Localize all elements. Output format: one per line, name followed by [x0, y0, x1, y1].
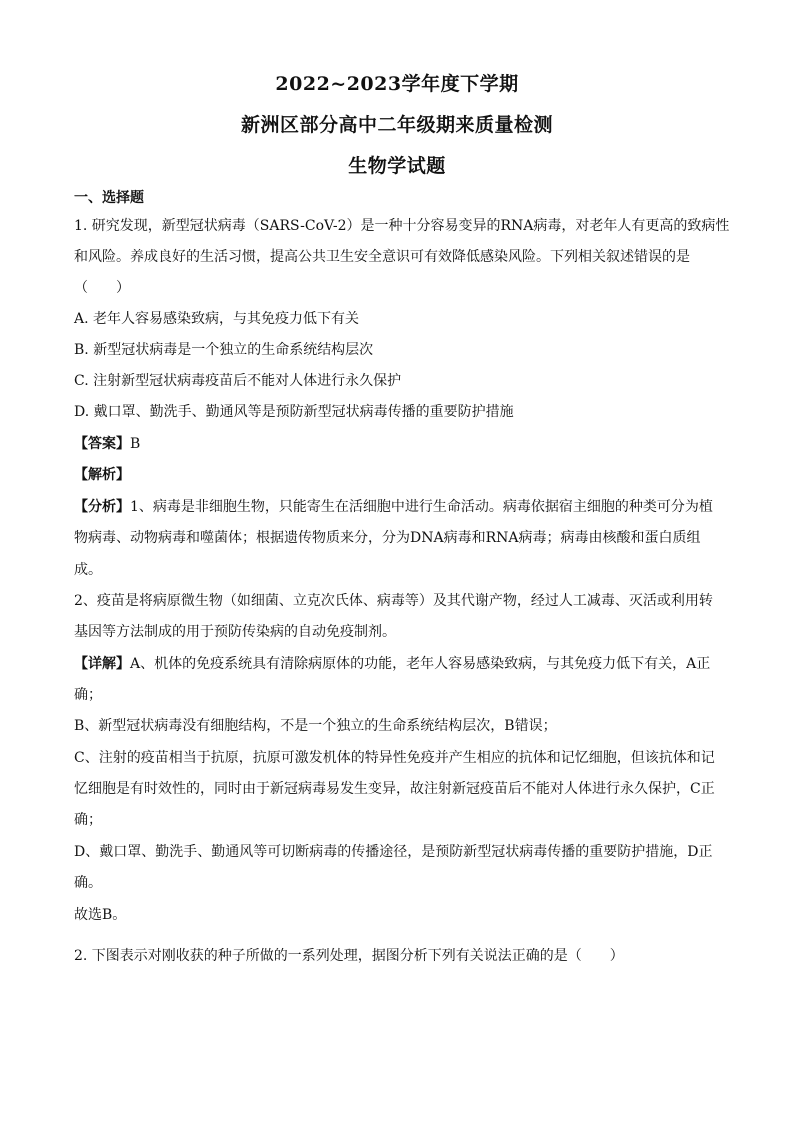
answer-tag: 【答案】: [74, 436, 130, 452]
q1-fenxi-line-2: 物病毒、动物病毒和噬菌体；根据遗传物质来分，分为DNA病毒和RNA病毒；病毒由核酸和蛋白质组: [74, 530, 701, 546]
exam-school-title: 新洲区部分高中二年级期来质量检测: [240, 114, 553, 136]
q1-xiangjie-line-6: 确；: [74, 812, 102, 828]
q1-xiangjie-line-4: C、注射的疫苗相当于抗原，抗原可激发机体的特异性免疫并产生相应的抗体和记忆细胞，但该抗体和记: [74, 750, 715, 766]
xiangjie-text-1: A、机体的免疫系统具有清除病原体的功能，老年人容易感染致病，与其免疫力低下有关，A正: [130, 656, 711, 672]
q1-xiangjie-line-8: 确。: [74, 875, 102, 891]
section-heading: 一、选择题: [74, 190, 144, 206]
q1-fenxi-line-5: 基因等方法制成的用于预防传染病的自动免疫制剂。: [74, 624, 396, 640]
q1-xiangjie-line-1: [74, 654, 722, 674]
q1-fenxi-line-1: [74, 497, 722, 517]
exam-year-title: 2022~2023学年度下学期: [275, 73, 519, 95]
q1-answer: [74, 434, 722, 454]
q1-option-a: A. 老年人容易感染致病，与其免疫力低下有关: [74, 311, 360, 327]
analysis-tag: 【解析】: [74, 467, 130, 483]
q1-fenxi-line-3: 成。: [74, 562, 102, 578]
q1-stem-line-1: 1. 研究发现，新型冠状病毒（SARS-CoV-2）是一种十分容易变异的RNA病毒，对老年人有更高的致病性: [74, 218, 730, 234]
q1-option-b: B. 新型冠状病毒是一个独立的生命系统结构层次: [74, 342, 374, 358]
q1-xiangjie-line-7: D、戴口罩、勤洗手、勤通风等可切断病毒的传播途径，是预防新型冠状病毒传播的重要防护措施，D正: [74, 844, 713, 860]
q1-xiangjie-line-5: 忆细胞是有时效性的，同时由于新冠病毒易发生变异，故注射新冠疫苗后不能对人体进行永久保护，C正: [74, 781, 715, 797]
q1-stem-line-2: 和风险。养成良好的生活习惯，提高公共卫生安全意识可有效降低感染风险。下列相关叙述错误的是: [74, 249, 690, 265]
q1-option-c: C. 注射新型冠状病毒疫苗后不能对人体进行永久保护: [74, 373, 402, 389]
q2-stem: 2. 下图表示对刚收获的种子所做的一系列处理，据图分析下列有关说法正确的是（ ）: [74, 948, 624, 964]
q1-option-d: D. 戴口罩、勤洗手、勤通风等是预防新型冠状病毒传播的重要防护措施: [74, 404, 514, 420]
q1-stem-line-3: （ ）: [74, 280, 130, 296]
xiangjie-tag: 【详解】: [74, 656, 130, 672]
q1-fenxi-line-4: 2、疫苗是将病原微生物（如细菌、立克次氏体、病毒等）及其代谢产物，经过人工减毒、灭活或利用转: [74, 593, 713, 609]
fenxi-tag: 【分析】: [74, 499, 130, 515]
q1-conclusion: 故选B。: [74, 907, 127, 923]
exam-subject-title: 生物学试题: [348, 155, 446, 177]
answer-value: B: [130, 436, 141, 452]
q1-xiangjie-line-2: 确；: [74, 687, 102, 703]
fenxi-text-1: 1、病毒是非细胞生物，只能寄生在活细胞中进行生命活动。病毒依据宿主细胞的种类可分为植: [130, 499, 713, 515]
q1-xiangjie-line-3: B、新型冠状病毒没有细胞结构，不是一个独立的生命系统结构层次，B错误；: [74, 718, 557, 734]
q1-analysis-tag: [74, 465, 722, 485]
